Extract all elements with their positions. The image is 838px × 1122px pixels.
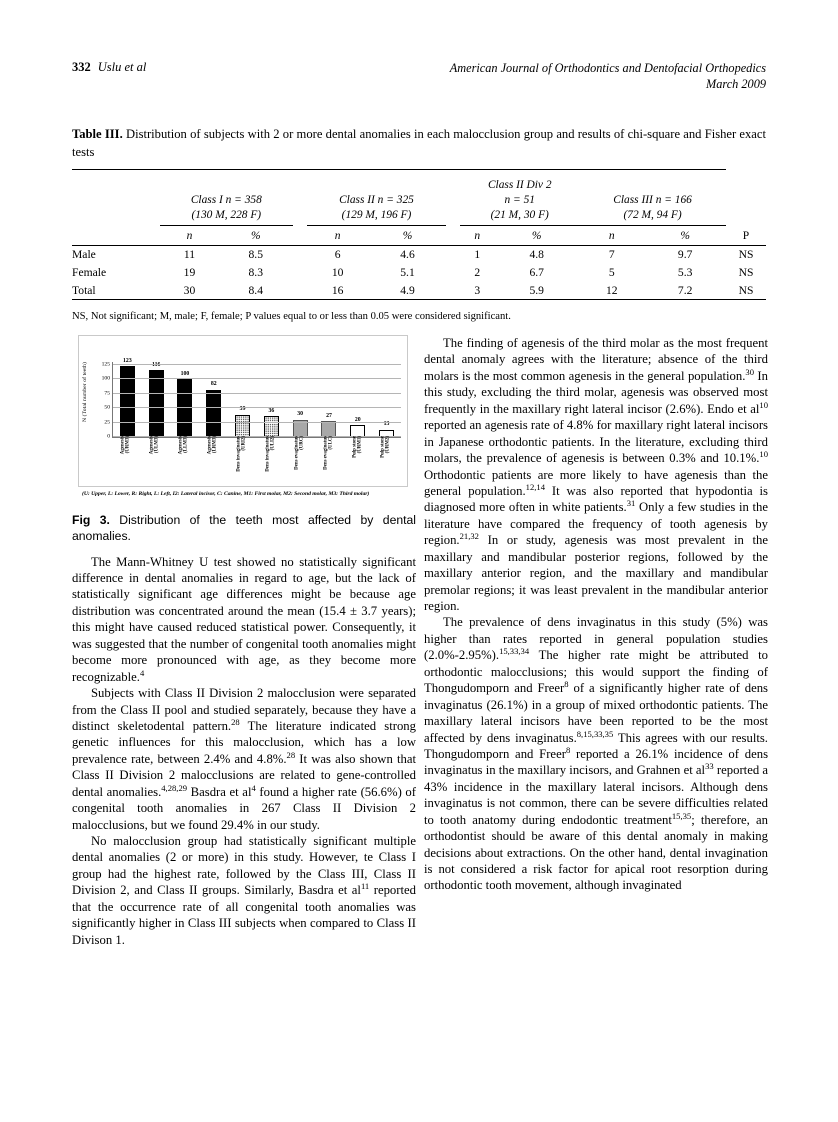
chart-bar-value: 20 [354,416,361,423]
cell-class-ii-n: 16 [331,284,344,298]
cell-class-ii-div2-n: 1 [474,248,481,262]
subheader-n-1: n [160,225,219,245]
right-p2-t6: reported a 43% incidence in the maxillary lateral incisors. Although dens invaginatus is not common, there can be severe difficulties related to tooth anatomy during endodontic treatment [424,763,769,827]
cell-class-iii-n: 7 [608,248,615,262]
group-line0: Class II Div 2 [487,178,552,191]
running-head-left [72,60,146,75]
right-p2-t2: The higher rate might be attributed to orthodontic malocclusions; this would support the finding of Thongudomporn and Freer [424,648,768,696]
cell-class-ii-n: 10 [331,266,344,280]
group-line2: (21 M, 30 F) [490,208,549,221]
cell-class-iii-pct: 7.2 [677,284,693,298]
journal-title: American Journal of Orthodontics and Dentofacial Orthopedics [449,61,766,75]
left-p2-s4: 4 [251,782,256,793]
cell-class-iii-pct: 5.3 [677,266,693,280]
chart-bar-value: 36 [268,407,275,414]
chart-bar-value: 123 [123,357,132,364]
right-paragraph-1 [424,335,768,614]
right-p2-t3: of a significantly higher rate of dens invaginatus (26.1%) in a group of mixed orthodontic patients. The maxillary lateral incisors have been reported to be the most affected by dens invaginatus. [424,681,768,745]
cell-class-i-pct: 8.3 [248,266,263,280]
x-axis-label: Dens invaginatus (URI2) [236,436,247,472]
chart-bar-value: 27 [326,412,332,419]
chart-bar [264,416,279,437]
chart-bar-group [230,362,256,437]
cell-class-ii-div2-pct: 6.7 [529,266,544,280]
subheader-pct-1: % [219,225,293,245]
cell-class-i-pct: 8.5 [248,248,263,262]
left-p3-t1: No malocclusion group had statistically significant multiple dental anomalies (2 or more) in this study. However, te Class I group had the highest rate, followed by the Class III, Class II Division 2, and Class II groups. Similarly, Basdra et al [72,834,416,898]
group-header-class-ii [307,178,447,226]
chart-bar-group [143,362,169,437]
chart-bar [149,370,164,437]
table-row [72,264,766,282]
cell-class-ii-pct: 5.1 [400,266,415,280]
chart-bar-group [201,362,227,437]
table-footnote: NS, Not significant; M, male; F, female; P values equal to or less than 0.05 were considered significant. [72,311,511,323]
left-p2-t3: It was also shown that Class II Division 2 malocclusions are related to gene-controlled dental anomalies. [72,751,416,799]
chart-bar-value: 13 [383,421,390,427]
left-p1-ref: 4 [139,667,145,678]
chart-bar-value: 30 [297,411,304,418]
x-axis-label: Dens invaginatus (ULI2) [265,436,276,472]
cell-class-ii-div2-pct: 5.9 [529,284,544,298]
chart-bar-value: 39 [239,406,246,412]
left-p2-t5: found a higher rate (56.6%) of congenital tooth anomalies in 267 Class II Division 2 malocclusions, but we found 29.4% in our study. [72,784,416,832]
cell-class-ii-pct: 4.9 [400,284,415,298]
table-caption-text: Distribution of subjects with 2 or more dental anomalies in each malocclusion group and results of chi-square and Fisher exact tests [72,127,766,159]
chart-gridline [104,390,401,397]
table-subheader-row [72,225,766,245]
right-p2-t1: The prevalence of dens invaginatus in this study (5%) was higher than rates reported in general population studies (2.0%-2.95%). [424,615,768,663]
right-p2-s6: 15,35 [671,810,692,821]
subheader-n-2: n [307,225,369,245]
y-axis-tick-label: 100 [101,375,110,382]
right-p1-s4: 12,14 [525,481,546,492]
x-axis-labels [112,436,401,472]
cell-class-i-n: 11 [183,248,196,262]
cell-class-i-n: 30 [183,284,196,298]
right-p2-s5: 33 [705,761,714,772]
cell-class-iii-n: 12 [605,284,618,298]
running-head-right [450,60,766,93]
subheader-pct-4: % [644,225,726,245]
left-column [72,335,416,948]
left-p3-t2: reported that the occurrence rate of all congenital tooth anomalies was significantly higher in Class III subjects when compared to Class II Divison 1. [72,883,417,947]
table-bottom-rule [72,300,766,306]
right-column [424,335,768,894]
chart-bar [120,366,135,437]
right-p1-s6: 21,32 [459,531,479,542]
left-p2-t2: The literature indicated strong genetic influences for this malocclusion, which has a low prevalence rate, between 2.4% and 4.8%. [72,718,416,766]
row-label: Total [72,284,96,298]
group-line1: n = 51 [504,193,535,206]
left-p2-t4: Basdra et al [187,784,252,799]
right-p2-t5: reported a 26.1% incidence of dens invaginatus in the maxillary incisors, and Grahnen et al [424,746,769,778]
group-line2: (130 M, 228 F) [191,208,262,221]
subheader-pct-3: % [494,225,579,245]
subheader-pct-2: % [369,225,447,245]
group-line2: (72 M, 94 F) [623,208,682,221]
chart-bar-group [287,362,313,437]
cell-class-ii-div2-pct: 4.8 [529,248,544,262]
y-axis-title [82,260,92,422]
left-p2-s3: 4,28,29 [161,782,188,793]
chart-bar-group [258,362,284,437]
subheader-n-3: n [460,225,494,245]
subheader-n-4: n [579,225,644,245]
y-axis-tick-label: 0 [107,433,110,440]
right-p2-t7: ; therefore, an orthodontist should be aware of this dental anomaly in making decisions about extractions. On the other hand, dental invagination is not considered a risk factor for apical root resorption during orthodontic tooth movement, although invaginated [424,812,768,893]
row-label: Female [72,266,107,280]
x-axis-label: Dens evaginatus (ULC) [323,436,334,470]
figure-caption-text: Distribution of the teeth most affected by dental anomalies. [72,513,416,544]
figure-3 [72,335,416,545]
left-paragraph-1 [72,554,416,686]
group-line1: Class III n = 166 [613,193,692,206]
left-p1-text: The Mann-Whitney U test showed no statistically significant difference in dental anomalies in regard to age, but the lack of statistically significant age differences might be because age distribution was concentrated around the mean (15.4 ± 3.7 years); this might have caused reduced statistical power. Consequently, it was suggested that the number of congenital tooth anomalies might become more pronounced with age, as they become more recognizable. [72,554,416,684]
figure-abbreviation-note: (U: Upper, L: Lower, R: Right, L: Left, I2: Lateral incisor, C: Canine, M1: First molar, M2: Second molar, M3: Third molar) [82,491,370,497]
y-axis-title-text: N (Total number of teeth) [82,362,88,422]
table-label: Table III. [72,127,123,141]
left-p2-s1: 28 [231,716,240,727]
cell-class-i-pct: 8.4 [248,284,263,298]
cell-class-iii-n: 5 [608,266,615,280]
table-row [72,245,766,263]
x-axis-label: Agenesis (LLM3) [178,436,190,455]
figure-label: Fig 3. [72,513,110,528]
cell-class-ii-div2-n: 3 [474,284,481,298]
cell-class-ii-pct: 4.6 [400,248,415,262]
right-p1-t7: In or study, agenesis was most prevalent in the maxillary and mandibular posterior regions, followed by the maxillary anterior region, and the maxillary and mandibular premolar regions; it was least prevalent in the mandibular anterior region. [424,533,768,613]
right-p1-t5: It was also reported that hypodontia is diagnosed more often in white patients. [424,483,768,515]
left-p2-t1: Subjects with Class II Division 2 malocclusion were separated from the Class II pool and studied separately, because they have a distinct skeletodental pattern. [72,686,416,733]
right-p2-s3: 8,15,33,35 [576,728,614,739]
right-p1-s3: 10 [759,448,768,459]
chart-bar [235,415,250,438]
y-axis-tick-label: 50 [104,404,110,411]
chart-bars [113,357,401,437]
right-p2-s2: 8 [564,678,569,689]
y-axis-tick-label: 75 [104,390,110,397]
cell-class-iii-pct: 9.7 [677,248,693,262]
right-p1-t4: Orthodontic patients are more likely to have agenesis than the general population. [424,467,768,498]
cell-class-ii-n: 6 [334,248,341,262]
x-axis-label: Agenesis (LRM3) [207,436,219,455]
running-head-authors: Uslu et al [97,60,147,74]
right-p2-s4: 8 [565,744,571,755]
running-head [72,60,766,93]
group-line2: (129 M, 196 F) [341,208,412,221]
y-axis-tick-label: 25 [104,418,110,425]
x-axis-label: Agenesis (URM3) [120,436,132,455]
chart-bar-value: 100 [180,370,190,377]
left-paragraph-3 [72,833,416,948]
chart-bar-group [114,357,140,437]
group-header-class-i [160,178,293,226]
left-p2-s2: 28 [286,749,296,760]
right-p1-s5: 31 [626,498,636,509]
right-p1-t3: reported an agenesis rate of 4.8% for maxillary right lateral incisors in Japanese orthodontic patients. In the literature, excluding third molars, the prevalence of agenesis is between 0.3% and 10.1%. [424,418,768,466]
chart-bar-value: 116 [151,361,161,368]
chart-bar [321,421,336,437]
cell-class-ii-div2-n: 2 [474,266,481,280]
cell-p-value: NS [738,266,754,280]
chart-bar [206,390,221,437]
chart-bar [177,379,192,437]
group-header-class-ii-div2 [460,178,579,226]
x-axis-label: Pulp stone (URM2) [380,436,392,458]
table-group-header-row [72,178,766,226]
right-p1-t2: In this study, excluding the third molar, agenesis was observed most frequently in the maxillary right lateral incisor (2.6%). Endo et al [424,368,768,416]
page-number: 332 [72,60,91,74]
left-p3-s1: 11 [360,881,370,892]
right-p1-s2: 10 [759,399,768,410]
right-p1-t6: Only a few studies in the literature have compared the frequency of tooth agenesis by region. [424,500,769,548]
anomaly-distribution-table [72,169,766,305]
figure-caption [72,512,416,544]
group-line1: Class II n = 325 [339,193,414,206]
chart-plot-area [101,357,401,440]
right-p1-t1: The finding of agenesis of the third molar as the most frequent dental anomaly agrees with the literature; absence of the third molars is the most common agenesis in the general population. [424,336,768,383]
group-header-class-iii [579,178,726,226]
chart-gridline [101,375,401,382]
y-axis-tick-label: 125 [101,361,110,368]
chart-bar-group [172,362,198,437]
row-label: Male [72,248,96,262]
chart-bar-group [316,362,342,437]
table-caption [72,126,766,162]
x-axis-label: Agenesis (ULM3) [149,436,161,455]
table-block [72,126,766,325]
issue-date: March 2009 [706,77,766,92]
chart-bar-group [345,362,371,437]
right-paragraph-2 [424,614,768,893]
cell-p-value: NS [738,284,754,298]
x-axis-label: Pulp stone (URM1) [352,436,363,458]
group-line1: Class I n = 358 [190,193,262,206]
cell-class-i-n: 19 [183,266,196,280]
chart-bar-group [374,362,400,437]
table-row [72,281,766,299]
table-top-rule [72,169,766,178]
right-p1-s1: 30 [745,366,754,377]
left-paragraph-2 [72,685,416,833]
subheader-p: P [726,225,766,245]
chart-bar-value: 82 [210,381,217,388]
x-axis-label: Dens evaginatus (URC) [294,436,305,470]
bar-chart [78,335,408,487]
cell-p-value: NS [738,248,754,262]
right-p2-t4: This agrees with our results. Thongudomporn and Freer [424,730,768,761]
right-p2-s1: 15,33,34 [499,646,530,657]
